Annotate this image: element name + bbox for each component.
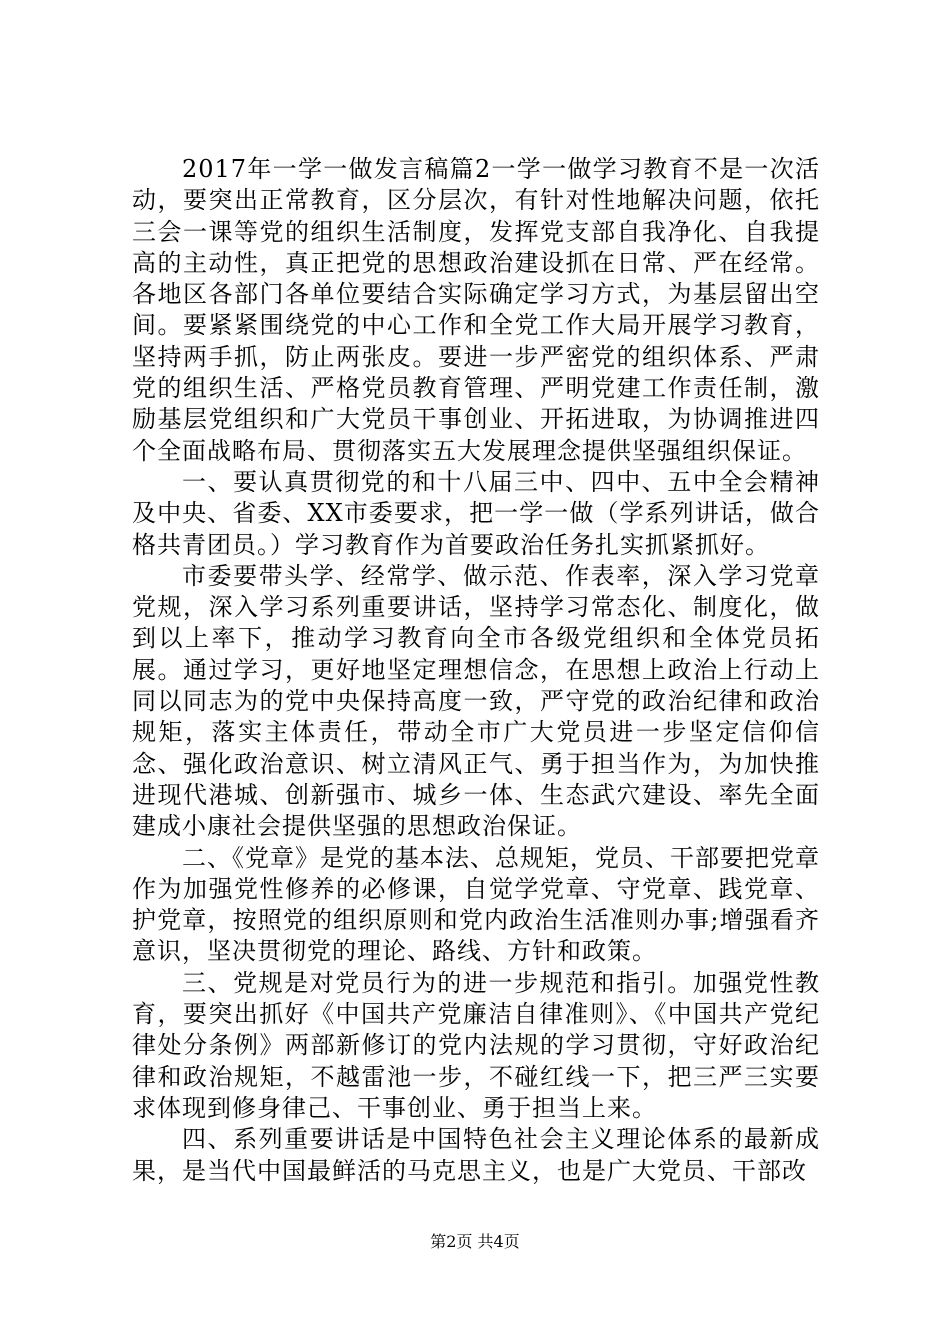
paragraph-four: 四、系列重要讲话是中国特色社会主义理论体系的最新成果，是当代中国最鲜活的马克思主义，也是广大党员、干部改 (132, 1125, 820, 1185)
paragraph-city-committee: 市委要带头学、经常学、做示范、作表率，深入学习党章党规，深入学习系列重要讲话，坚持学习常态化、制度化，做到以上率下，推动学习教育向全市各级党组织和全体党员拓展。通过学习，更好地坚定理想信念，在思想上政治上行动上同以同志为的党中央保持高度一致，严守党的政治纪律和政治规矩，落实主体责任，带动全市广大党员进一步坚定信仰信念、强化政治意识、树立清风正气、勇于担当作为，为加快推进现代港城、创新强市、城乡一体、生态武穴建设、率先全面建成小康社会提供坚强的思想政治保证。 (132, 561, 820, 841)
page-number-footer: 第2页 共4页 (430, 1232, 520, 1251)
paragraph-three: 三、党规是对党员行为的进一步规范和指引。加强党性教育，要突出抓好《中国共产党廉洁自律准则》、《中国共产党纪律处分条例》两部新修订的党内法规的学习贯彻，守好政治纪律和政治规矩，不越雷池一步，不碰红线一下，把三严三实要求体现到修身律己、干事创业、勇于担当上来。 (132, 968, 820, 1122)
document-body (132, 154, 820, 1187)
paragraph-one: 一、要认真贯彻党的和十八届三中、四中、五中全会精神及中央、省委、XX市委要求，把一学一做（学系列讲话，做合格共青团员。）学习教育作为首要政治任务扎实抓紧抓好。 (132, 467, 820, 559)
paragraph-intro: 2017年一学一做发言稿篇2一学一做学习教育不是一次活动，要突出正常教育，区分层次，有针对性地解决问题，依托三会一课等党的组织生活制度，发挥党支部自我净化、自我提高的主动性，真正把党的思想政治建设抓在日常、严在经常。各地区各部门各单位要结合实际确定学习方式，为基层留出空间。要紧紧围绕党的中心工作和全党工作大局开展学习教育，坚持两手抓，防止两张皮。要进一步严密党的组织体系、严肃党的组织生活、严格党员教育管理、严明党建工作责任制，激励基层党组织和广大党员干事创业、开拓进取，为协调推进四个全面战略布局、贯彻落实五大发展理念提供坚强组织保证。 (132, 155, 820, 465)
paragraph-two: 二、《党章》是党的基本法、总规矩，党员、干部要把党章作为加强党性修养的必修课，自觉学党章、守党章、践党章、护党章，按照党的组织原则和党内政治生活准则办事;增强看齐意识，坚决贯彻党的理论、路线、方针和政策。 (132, 843, 820, 966)
